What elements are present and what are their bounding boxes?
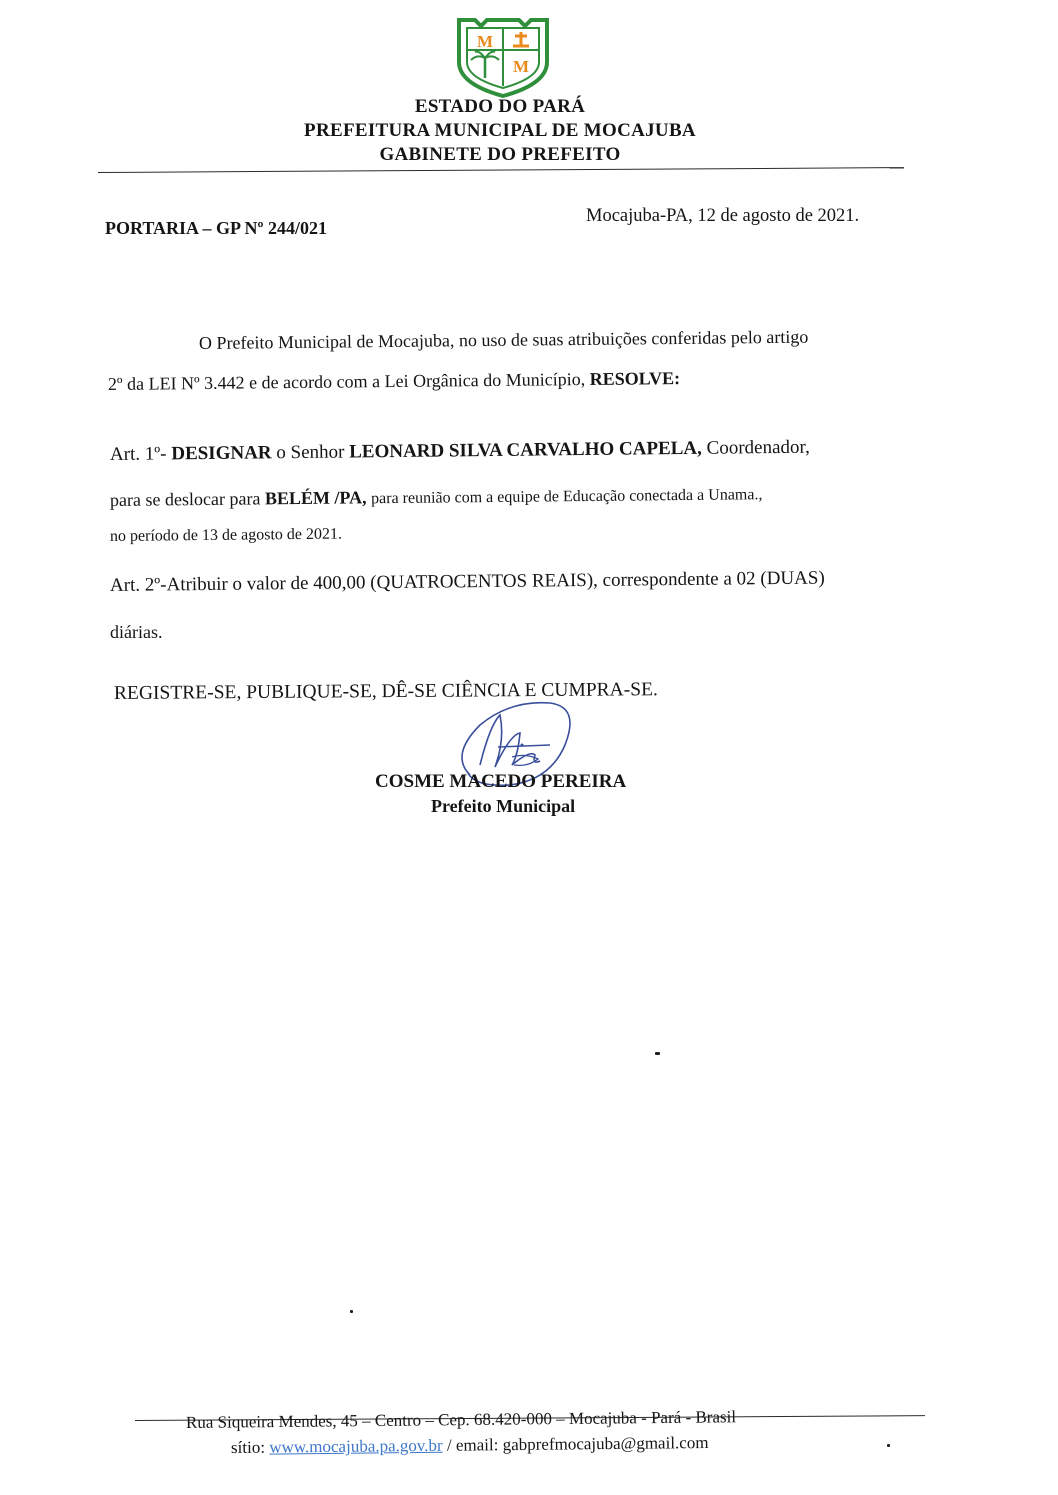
scan-speck [655, 1052, 660, 1055]
designee-role: Coordenador, [706, 436, 810, 459]
article-1-line-3: no período de 13 de agosto de 2021. [109, 525, 343, 545]
header-state: ESTADO DO PARÁ [414, 96, 586, 117]
portaria-number: PORTARIA – GP Nº 244/021 [105, 218, 327, 238]
header-office: GABINETE DO PREFEITO [379, 144, 621, 165]
intro-text: 2º da LEI Nº 3.442 e de acordo com a Lei Orgânica do Município, [107, 369, 586, 394]
article-2-line-1: Art. 2º-Atribuir o valor de 400,00 (QUATROCENTOS REAIS), correspondente a 02 (DUAS) [109, 567, 825, 596]
article-1-line-2 [110, 483, 763, 511]
footer-contact [231, 1433, 709, 1458]
email-address[interactable]: gabprefmocajuba@gmail.com [502, 1432, 709, 1455]
article-2-line-2: diárias. [110, 622, 163, 642]
crest-letter-m-bottom: M [512, 57, 530, 76]
intro-line-1: O Prefeito Municipal de Mocajuba, no uso de suas atribuições conferidas pelo artigo [198, 326, 809, 353]
resolve-keyword: RESOLVE: [589, 368, 681, 389]
article-1-line2-prefix: para se deslocar para [109, 488, 261, 510]
site-link[interactable]: www.mocajuba.pa.gov.br [269, 1435, 443, 1457]
header-divider [98, 167, 904, 173]
document-date: Mocajuba-PA, 12 de agosto de 2021. [586, 206, 860, 226]
closing-statement: REGISTRE-SE, PUBLIQUE-SE, DÊ-SE CIÊNCIA E CUMPRA-SE. [113, 679, 658, 704]
designee-name: LEONARD SILVA CARVALHO CAPELA, [349, 437, 702, 463]
email-label: / email: [446, 1435, 499, 1455]
destination: BELÉM /PA, [264, 487, 367, 509]
footer-address: Rua Siqueira Mendes, 45 – Centro – Cep. 68.420-000 – Mocajuba - Pará - Brasil [185, 1407, 737, 1432]
municipal-crest-icon [455, 14, 551, 98]
scan-speck [350, 1310, 353, 1313]
article-1-verb: DESIGNAR [171, 442, 272, 465]
article-1-prefix: Art. 1º- [109, 443, 167, 465]
intro-line-2 [108, 368, 680, 395]
header-prefecture: PREFEITURA MUNICIPAL DE MOCAJUBA [304, 120, 696, 141]
article-1-line-1 [110, 437, 810, 466]
signer-title: Prefeito Municipal [431, 796, 576, 816]
article-1-line2-suffix: para reunião com a equipe de Educação conectada a Unama., [371, 486, 763, 508]
signer-name: COSME MACEDO PEREIRA [375, 771, 627, 792]
scan-speck [887, 1444, 890, 1447]
article-1-mid: o Senhor [276, 441, 345, 464]
site-label: sítio: [230, 1437, 266, 1457]
crest-letter-m-top: M [476, 32, 494, 51]
